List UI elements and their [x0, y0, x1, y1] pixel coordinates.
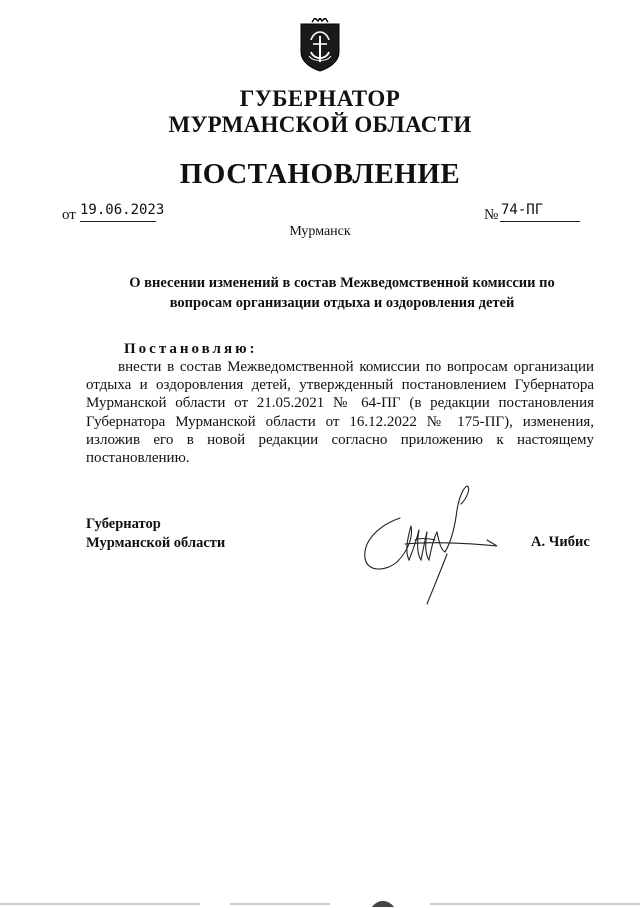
document-date: 19.06.2023 — [80, 202, 165, 218]
signatory-name: А. Чибис — [531, 534, 590, 550]
document-number: 74-ПГ — [501, 202, 544, 218]
number-prefix: № — [484, 207, 499, 223]
document-subject — [112, 273, 572, 313]
document-type: ПОСТАНОВЛЕНИЕ — [179, 158, 461, 190]
scan-footer-marks — [0, 898, 640, 908]
decree-paragraph: внести в состав Межведомственной комиссии по вопросам организации отдыха и оздоровления детей, утвержденный постановлением Губернатора Мурманской области от 21.05.2021 № 64-ПГ (в редакции постановления Губернатора Мурманской области от 16.12.2022 № 175-ПГ), изменения, изложив его в новой редакции согласно приложению к настоящему постановлению. — [86, 359, 594, 467]
coat-of-arms-icon — [299, 18, 341, 72]
date-prefix: от — [62, 207, 76, 223]
handwritten-signature-icon — [355, 480, 505, 610]
signatory-position-line-2: Мурманской области — [86, 535, 226, 551]
issuer-region: МУРМАНСКОЙ ОБЛАСТИ — [168, 112, 472, 137]
decree-heading: Постановляю: — [124, 341, 258, 357]
signatory-position-line-1: Губернатор — [86, 516, 161, 532]
subject-line-2: вопросам организации отдыха и оздоровления детей — [169, 295, 515, 311]
number-underline — [500, 221, 580, 222]
issuer-title: ГУБЕРНАТОР — [239, 86, 401, 111]
document-city: Мурманск — [289, 224, 351, 239]
subject-line-1: О внесении изменений в состав Межведомственной комиссии по — [129, 275, 555, 291]
decree-body — [86, 358, 594, 467]
date-underline — [80, 221, 156, 222]
signatory-position — [86, 515, 225, 553]
